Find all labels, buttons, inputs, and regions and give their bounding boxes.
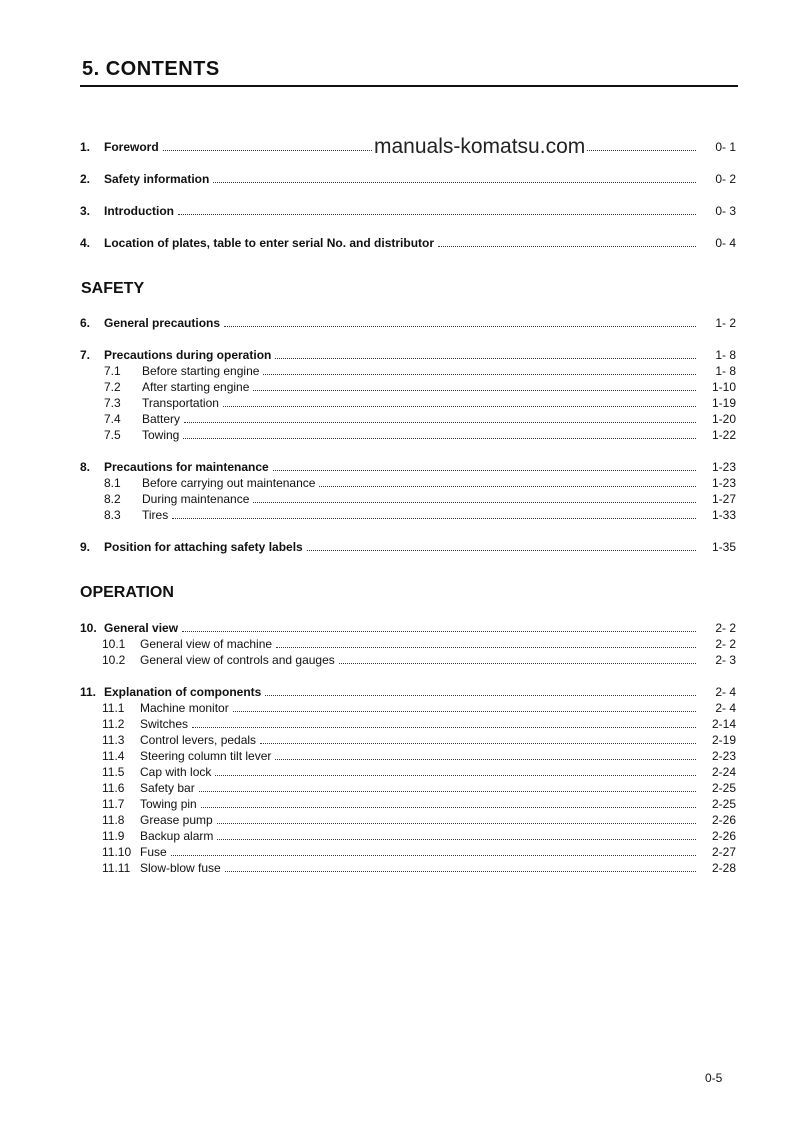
entry-number: 3. xyxy=(80,204,91,218)
entry-page: 1-19 xyxy=(711,396,736,410)
dot-leader xyxy=(171,855,696,856)
entry-page: 2-26 xyxy=(711,829,736,843)
entry-label: General precautions xyxy=(104,316,221,330)
dot-leader xyxy=(217,839,696,840)
page-number: 0-5 xyxy=(705,1071,723,1085)
page-title: 5. CONTENTS xyxy=(82,58,220,80)
entry-label: Slow-blow fuse xyxy=(140,861,221,875)
entry-label: Before starting engine xyxy=(142,364,260,378)
entry-page: 2- 3 xyxy=(715,653,736,667)
entry-page: 1-10 xyxy=(711,380,736,394)
dot-leader xyxy=(253,502,696,503)
entry-label: Safety information xyxy=(104,172,210,186)
toc-subentry-towing[interactable] xyxy=(80,426,736,442)
dot-leader xyxy=(215,775,696,776)
toc-subentry-control-levers-pedals[interactable] xyxy=(80,731,736,747)
toc-subentry-battery[interactable] xyxy=(80,410,736,426)
entry-label: Backup alarm xyxy=(140,829,214,843)
entry-page: 2-14 xyxy=(711,717,736,731)
entry-label: Cap with lock xyxy=(140,765,212,779)
entry-page: 0- 1 xyxy=(715,140,736,154)
toc-entry-safety-information[interactable] xyxy=(80,170,736,186)
dot-leader xyxy=(339,663,696,664)
entry-page: 1- 8 xyxy=(715,348,736,362)
section-heading-safety: SAFETY xyxy=(81,280,145,297)
toc-subentry-tires[interactable] xyxy=(80,506,736,522)
dot-leader xyxy=(275,759,696,760)
entry-label: After starting engine xyxy=(142,380,250,394)
dot-leader xyxy=(273,470,696,471)
entry-label: Safety bar xyxy=(140,781,195,795)
dot-leader xyxy=(184,422,696,423)
entry-page: 2- 4 xyxy=(715,701,736,715)
toc-entry-general-precautions[interactable] xyxy=(80,314,736,330)
entry-label: Precautions during operation xyxy=(104,348,272,362)
toc-entry-explanation-of-components[interactable] xyxy=(80,683,736,699)
entry-number: 10.1 xyxy=(102,637,126,651)
entry-number: 8.2 xyxy=(104,492,121,506)
entry-number: 7.2 xyxy=(104,380,121,394)
entry-label: Before carrying out maintenance xyxy=(142,476,316,490)
entry-label: Grease pump xyxy=(140,813,213,827)
dot-leader xyxy=(213,182,696,183)
toc-entry-general-view[interactable] xyxy=(80,619,736,635)
toc-subentry-before-carrying-out-maintenance[interactable] xyxy=(80,474,736,490)
entry-number: 10.2 xyxy=(102,653,126,667)
entry-page: 1-33 xyxy=(711,508,736,522)
dot-leader xyxy=(183,438,696,439)
toc-entry-position-for-safety-labels[interactable] xyxy=(80,538,736,554)
dot-leader xyxy=(172,518,696,519)
toc-subentry-switches[interactable] xyxy=(80,715,736,731)
entry-number: 11.7 xyxy=(102,797,125,811)
entry-number: 6. xyxy=(80,316,91,330)
entry-page: 2- 4 xyxy=(715,685,736,699)
toc-subentry-safety-bar[interactable] xyxy=(80,779,736,795)
entry-number: 7.1 xyxy=(104,364,121,378)
entry-label: Precautions for maintenance xyxy=(104,460,269,474)
dot-leader xyxy=(199,791,696,792)
entry-number: 11. xyxy=(80,685,97,699)
entry-number: 11.4 xyxy=(102,749,125,763)
dot-leader xyxy=(307,550,696,551)
entry-label: General view of machine xyxy=(140,637,273,651)
entry-label: Switches xyxy=(140,717,189,731)
entry-number: 11.11 xyxy=(102,861,131,875)
dot-leader xyxy=(201,807,696,808)
toc-subentry-after-starting-engine[interactable] xyxy=(80,378,736,394)
dot-leader xyxy=(217,823,696,824)
entry-page: 0- 3 xyxy=(715,204,736,218)
toc-subentry-before-starting-engine[interactable] xyxy=(80,362,736,378)
entry-page: 1- 8 xyxy=(715,364,736,378)
toc-entry-introduction[interactable] xyxy=(80,202,736,218)
dot-leader xyxy=(276,647,696,648)
toc-entry-precautions-during-operation[interactable] xyxy=(80,346,736,362)
entry-page: 2-24 xyxy=(711,765,736,779)
dot-leader xyxy=(263,374,696,375)
entry-page: 2-26 xyxy=(711,813,736,827)
entry-label: Position for attaching safety labels xyxy=(104,540,303,554)
entry-number: 8.1 xyxy=(104,476,121,490)
entry-page: 2- 2 xyxy=(715,637,736,651)
entry-number: 11.8 xyxy=(102,813,125,827)
dot-leader xyxy=(178,214,696,215)
entry-number: 11.10 xyxy=(102,845,132,859)
toc-subentry-backup-alarm[interactable] xyxy=(80,827,736,843)
dot-leader xyxy=(265,695,696,696)
entry-page: 1-22 xyxy=(711,428,736,442)
entry-number: 1. xyxy=(80,140,91,154)
toc-subentry-transportation[interactable] xyxy=(80,394,736,410)
entry-page: 1-27 xyxy=(711,492,736,506)
entry-number: 11.1 xyxy=(102,701,125,715)
entry-label: Introduction xyxy=(104,204,174,218)
dot-leader xyxy=(225,871,696,872)
entry-page: 1-23 xyxy=(711,476,736,490)
entry-label: Location of plates, table to enter serial No. and distributor xyxy=(104,236,435,250)
entry-label: Explanation of components xyxy=(104,685,262,699)
entry-number: 8.3 xyxy=(104,508,121,522)
entry-label: Control levers, pedals xyxy=(140,733,257,747)
entry-number: 11.2 xyxy=(102,717,125,731)
toc-subentry-during-maintenance[interactable] xyxy=(80,490,736,506)
entry-number: 10. xyxy=(80,621,97,635)
toc-entry-location-of-plates[interactable] xyxy=(80,234,736,250)
entry-page: 1-23 xyxy=(711,460,736,474)
entry-page: 2-25 xyxy=(711,797,736,811)
entry-label: Battery xyxy=(142,412,181,426)
entry-page: 2-23 xyxy=(711,749,736,763)
entry-page: 2-27 xyxy=(711,845,736,859)
entry-number: 7.3 xyxy=(104,396,121,410)
entry-page: 0- 4 xyxy=(715,236,736,250)
entry-label: During maintenance xyxy=(142,492,250,506)
toc-subentry-fuse[interactable] xyxy=(80,843,736,859)
entry-page: 2- 2 xyxy=(715,621,736,635)
entry-label: Tires xyxy=(142,508,169,522)
entry-number: 8. xyxy=(80,460,91,474)
dot-leader xyxy=(438,246,696,247)
toc-subentry-slow-blow-fuse[interactable] xyxy=(80,859,736,875)
entry-label: General view of controls and gauges xyxy=(140,653,335,667)
entry-label: Transportation xyxy=(142,396,219,410)
entry-page: 1-35 xyxy=(711,540,736,554)
toc-subentry-towing-pin[interactable] xyxy=(80,795,736,811)
entry-number: 7. xyxy=(80,348,91,362)
dot-leader xyxy=(253,390,696,391)
dot-leader xyxy=(260,743,696,744)
dot-leader xyxy=(233,711,696,712)
dot-leader xyxy=(224,326,696,327)
entry-page: 1- 2 xyxy=(715,316,736,330)
entry-label: Foreword xyxy=(104,140,159,154)
entry-page: 0- 2 xyxy=(715,172,736,186)
entry-page: 2-25 xyxy=(711,781,736,795)
watermark: manuals-komatsu.com xyxy=(374,135,586,158)
entry-label: Machine monitor xyxy=(140,701,229,715)
entry-label: Towing xyxy=(142,428,180,442)
entry-page: 1-20 xyxy=(711,412,736,426)
entry-page: 2-19 xyxy=(711,733,736,747)
dot-leader xyxy=(223,406,696,407)
entry-number: 7.5 xyxy=(104,428,121,442)
entry-label: General view xyxy=(104,621,179,635)
entry-number: 11.9 xyxy=(102,829,125,843)
entry-number: 4. xyxy=(80,236,91,250)
entry-number: 11.5 xyxy=(102,765,125,779)
entry-label: Fuse xyxy=(140,845,167,859)
dot-leader xyxy=(275,358,696,359)
toc-entry-precautions-for-maintenance[interactable] xyxy=(80,458,736,474)
entry-page: 2-28 xyxy=(711,861,736,875)
dot-leader xyxy=(319,486,696,487)
toc-subentry-machine-monitor[interactable] xyxy=(80,699,736,715)
toc-subentry-general-view-of-controls[interactable] xyxy=(80,651,736,667)
entry-number: 11.3 xyxy=(102,733,125,747)
toc-subentry-steering-column-tilt-lever[interactable] xyxy=(80,747,736,763)
dot-leader xyxy=(192,727,696,728)
toc-subentry-cap-with-lock[interactable] xyxy=(80,763,736,779)
section-heading-operation: OPERATION xyxy=(80,584,174,601)
dot-leader xyxy=(182,631,696,632)
entry-number: 7.4 xyxy=(104,412,121,426)
entry-number: 11.6 xyxy=(102,781,125,795)
toc-subentry-grease-pump[interactable] xyxy=(80,811,736,827)
toc-subentry-general-view-of-machine[interactable] xyxy=(80,635,736,651)
entry-number: 9. xyxy=(80,540,91,554)
entry-number: 2. xyxy=(80,172,91,186)
entry-label: Towing pin xyxy=(140,797,197,811)
title-underline xyxy=(80,85,738,87)
entry-label: Steering column tilt lever xyxy=(140,749,272,763)
